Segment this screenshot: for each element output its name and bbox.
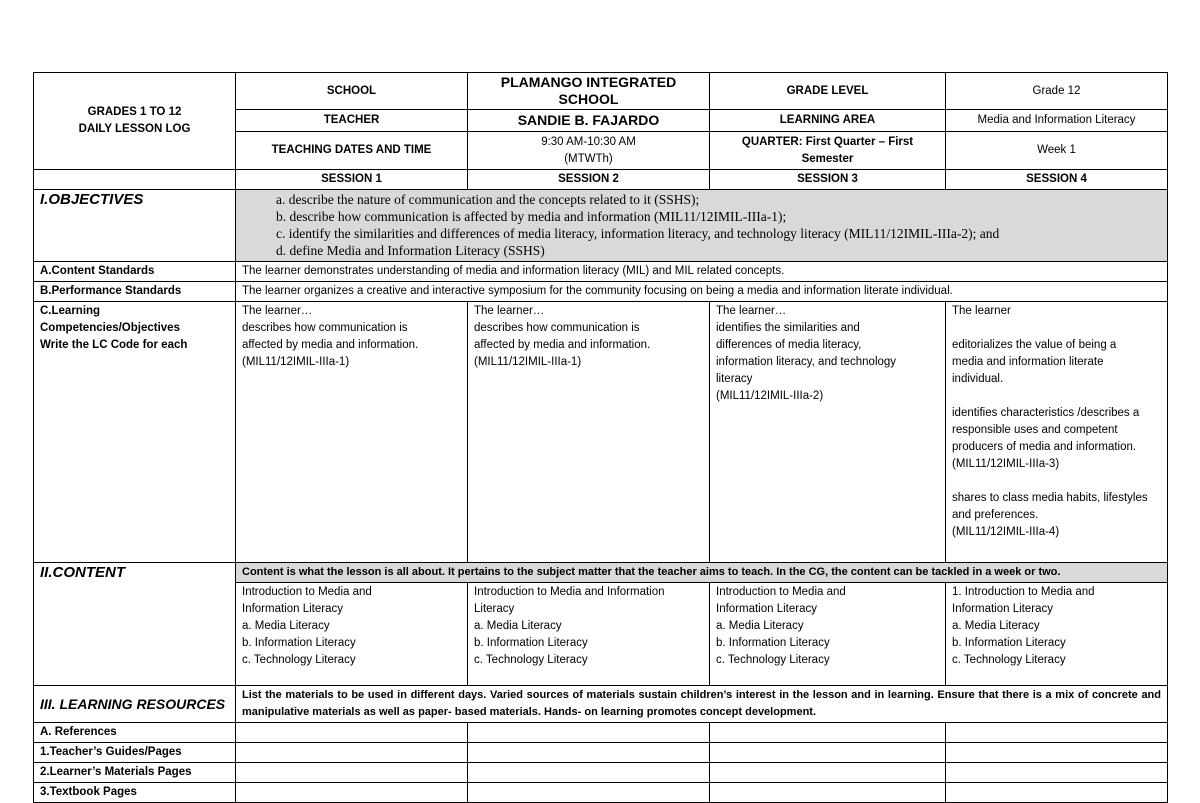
objectives-list: [236, 190, 1168, 262]
textbook-pages-label: 3.Textbook Pages: [34, 783, 236, 803]
learners-materials-cell: [468, 763, 710, 783]
learning-area-label: LEARNING AREA: [710, 110, 946, 132]
competency-session-1: The learner… describes how communication is affected by media and information. (MIL11/12IMIL-IIIa-1): [236, 302, 468, 563]
resources-note: List the materials to be used in different days. Varied sources of materials sustain children’s interest in the lesson and in learning. Ensure that there is a mix of concrete and manipulative materials as well as paper- based materials. Hands- on learning promotes concept development.: [236, 686, 1168, 723]
references-cell: [236, 723, 468, 743]
textbook-pages-cell: [946, 783, 1168, 803]
competencies-label-line3: Write the LC Code for each: [40, 339, 188, 351]
content-session-2: Introduction to Media and Information Literacy a. Media Literacy b. Information Literacy c. Technology Literacy: [468, 583, 710, 686]
competency-session-3: The learner… identifies the similarities and differences of media literacy, information literacy, and technology literacy (MIL11/12IMIL-IIIa-2): [710, 302, 946, 563]
textbook-pages-cell: [468, 783, 710, 803]
competencies-label-line1: C.Learning: [40, 305, 101, 317]
content-note: Content is what the lesson is all about. It pertains to the subject matter that the teacher aims to teach. In the CG, the content can be tackled in a week or two.: [236, 563, 1168, 583]
session-header-blank: [34, 170, 236, 190]
teachers-guides-label: 1.Teacher’s Guides/Pages: [34, 743, 236, 763]
teachers-guides-cell: [710, 743, 946, 763]
teachers-guides-cell: [468, 743, 710, 763]
references-cell: [710, 723, 946, 743]
content-session-4: 1. Introduction to Media and Information Literacy a. Media Literacy b. Information Literacy c. Technology Literacy: [946, 583, 1168, 686]
objective-item: c. identify the similarities and differences of media literacy, information literacy, and technology literacy (MIL11/12IMIL-IIIa-2); and: [276, 226, 1000, 241]
objective-item: b. describe how communication is affected by media and information (MIL11/12IMIL-IIIa-1);: [276, 209, 787, 224]
content-standards-text: The learner demonstrates understanding of media and information literacy (MIL) and MIL related concepts.: [236, 262, 1168, 282]
school-label: SCHOOL: [236, 73, 468, 110]
log-title-line2: DAILY LESSON LOG: [78, 123, 191, 135]
dates-value: [468, 132, 710, 170]
session-1-header: SESSION 1: [236, 170, 468, 190]
references-cell: [946, 723, 1168, 743]
session-2-header: SESSION 2: [468, 170, 710, 190]
references-cell: [468, 723, 710, 743]
objectives-title: I.OBJECTIVES: [34, 190, 236, 262]
session-4-header: SESSION 4: [946, 170, 1168, 190]
dates-value-days: (MTWTh): [564, 152, 613, 165]
content-session-1: Introduction to Media and Information Literacy a. Media Literacy b. Information Literacy c. Technology Literacy: [236, 583, 468, 686]
textbook-pages-cell: [236, 783, 468, 803]
objective-item: d. define Media and Information Literacy (SSHS): [276, 243, 545, 258]
performance-standards-text: The learner organizes a creative and interactive symposium for the community focusing on being a media and information literate individual.: [236, 282, 1168, 302]
learners-materials-cell: [946, 763, 1168, 783]
competency-session-4: The learner editorializes the value of being a media and information literate individual. identifies characteristics /describes a responsible uses and competent producers of media and information. (MIL11/12IMIL-IIIa-3) shares to class media habits, lifestyles and preferences. (MIL11/12IMIL-IIIa-4): [946, 302, 1168, 563]
session-3-header: SESSION 3: [710, 170, 946, 190]
grade-level-label: GRADE LEVEL: [710, 73, 946, 110]
competencies-label: [34, 302, 236, 563]
grade-level-value: Grade 12: [946, 73, 1168, 110]
content-session-3: Introduction to Media and Information Literacy a. Media Literacy b. Information Literacy c. Technology Literacy: [710, 583, 946, 686]
references-label: A. References: [34, 723, 236, 743]
learners-materials-cell: [710, 763, 946, 783]
log-title: [34, 73, 236, 170]
school-value: PLAMANGO INTEGRATED SCHOOL: [468, 73, 710, 110]
competency-session-2: The learner… describes how communication is affected by media and information. (MIL11/12IMIL-IIIa-1): [468, 302, 710, 563]
dates-value-time: 9:30 AM-10:30 AM: [541, 135, 636, 148]
resources-title: III. LEARNING RESOURCES: [34, 686, 236, 723]
textbook-pages-cell: [710, 783, 946, 803]
log-title-line1: GRADES 1 TO 12: [87, 106, 182, 118]
week-value: Week 1: [946, 132, 1168, 170]
teachers-guides-cell: [946, 743, 1168, 763]
learning-area-value: Media and Information Literacy: [946, 110, 1168, 132]
daily-lesson-log-table: [33, 72, 1168, 803]
content-title: II.CONTENT: [34, 563, 236, 686]
competencies-label-line2: Competencies/Objectives: [40, 322, 180, 334]
learners-materials-cell: [236, 763, 468, 783]
dates-label: TEACHING DATES AND TIME: [236, 132, 468, 170]
objective-item: a. describe the nature of communication and the concepts related to it (SSHS);: [276, 192, 700, 207]
teacher-label: TEACHER: [236, 110, 468, 132]
performance-standards-label: B.Performance Standards: [34, 282, 236, 302]
teachers-guides-cell: [236, 743, 468, 763]
learners-materials-label: 2.Learner’s Materials Pages: [34, 763, 236, 783]
content-standards-label: A.Content Standards: [34, 262, 236, 282]
teacher-value: SANDIE B. FAJARDO: [468, 110, 710, 132]
quarter-label: QUARTER: First Quarter – First Semester: [710, 132, 946, 170]
